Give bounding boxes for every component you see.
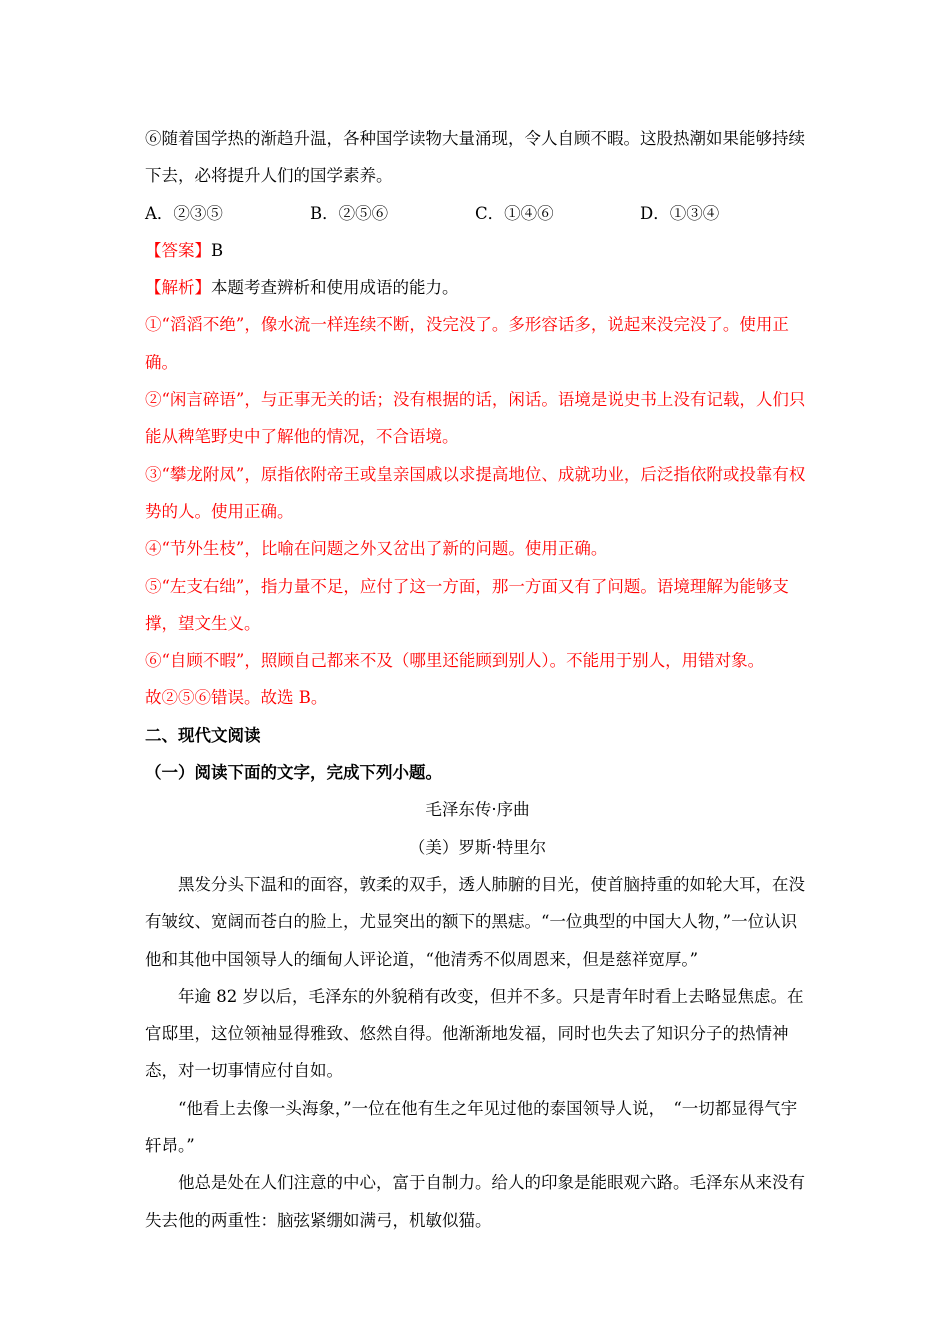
analysis-item-1: ①“滔滔不绝”，像水流一样连续不断，没完没了。多形容话多，说起来没完没了。使用正确。 <box>145 315 789 372</box>
section-subheading: （一）阅读下面的文字，完成下列小题。 <box>145 763 442 783</box>
analysis-item-5: ⑤“左支右绌”，指力量不足，应付了这一方面，那一方面又有了问题。语境理解为能够支撑，望文生义。 <box>145 576 789 633</box>
answer-options <box>145 195 810 232</box>
answer-value: B <box>211 240 224 260</box>
option-c: C．①④⑥ <box>475 203 554 223</box>
article-title: 毛泽东传·序曲 <box>425 800 530 820</box>
article-author: （美）罗斯·特里尔 <box>408 837 547 857</box>
analysis-conclusion: 故②⑤⑥错误。故选 B。 <box>145 688 328 708</box>
analysis-item-2: ②“闲言碎语”，与正事无关的话；没有根据的话，闲话。语境是说史书上没有记载，人们只能从稗笔野史中了解他的情况，不合语境。 <box>145 390 806 447</box>
option-d: D．①③④ <box>640 203 720 223</box>
analysis-line <box>145 269 810 306</box>
analysis-item-3: ③“攀龙附凤”，原指依附帝王或皇亲国戚以求提高地位、成就功业，后泛指依附或投靠有权势的人。使用正确。 <box>145 464 806 521</box>
option-b: B．②⑤⑥ <box>310 203 389 223</box>
article-paragraph-3: “他看上去像一头海象，”一位在他有生之年见过他的泰国领导人说， “一切都显得气宇轩昂。” <box>145 1098 798 1156</box>
analysis-item-6: ⑥“自顾不暇”，照顾自己都来不及（哪里还能顾到别人）。不能用于别人，用错对象。 <box>145 651 765 671</box>
answer-label: 【答案】 <box>145 240 211 260</box>
answer-line <box>145 232 810 269</box>
section-heading: 二、现代文阅读 <box>145 725 261 745</box>
article-paragraph-1: 黑发分头下温和的面容，敦柔的双手，透人肺腑的目光，使首脑持重的如轮大耳，在没有皱纹、宽阔而苍白的脸上，尤显突出的额下的黑痣。“一位典型的中国大人物，”一位认识他和其他中国领导人的缅甸人评论道，“他清秀不似周恩来，但是慈祥宽厚。” <box>145 874 805 969</box>
analysis-intro: 本题考查辨析和使用成语的能力。 <box>211 278 459 298</box>
option-a: A．②③⑤ <box>145 203 223 223</box>
document-content <box>145 120 810 1239</box>
analysis-item-4: ④“节外生枝”，比喻在问题之外又岔出了新的问题。使用正确。 <box>145 539 608 559</box>
article-paragraph-4: 他总是处在人们注意的中心，富于自制力。给人的印象是能眼观六路。毛泽东从来没有失去他的两重性：脑弦紧绷如满弓，机敏似猫。 <box>145 1173 805 1230</box>
analysis-label: 【解析】 <box>145 278 211 298</box>
question-item-6: ⑥随着国学热的渐趋升温，各种国学读物大量涌现，令人自顾不暇。这股热潮如果能够持续下去，必将提升人们的国学素养。 <box>145 129 805 186</box>
article-paragraph-2: 年逾 82 岁以后，毛泽东的外貌稍有改变，但并不多。只是青年时看上去略显焦虑。在官邸里，这位领袖显得雅致、悠然自得。他渐渐地发福，同时也失去了知识分子的热情神态，对一切事情应付自如。 <box>145 986 804 1081</box>
